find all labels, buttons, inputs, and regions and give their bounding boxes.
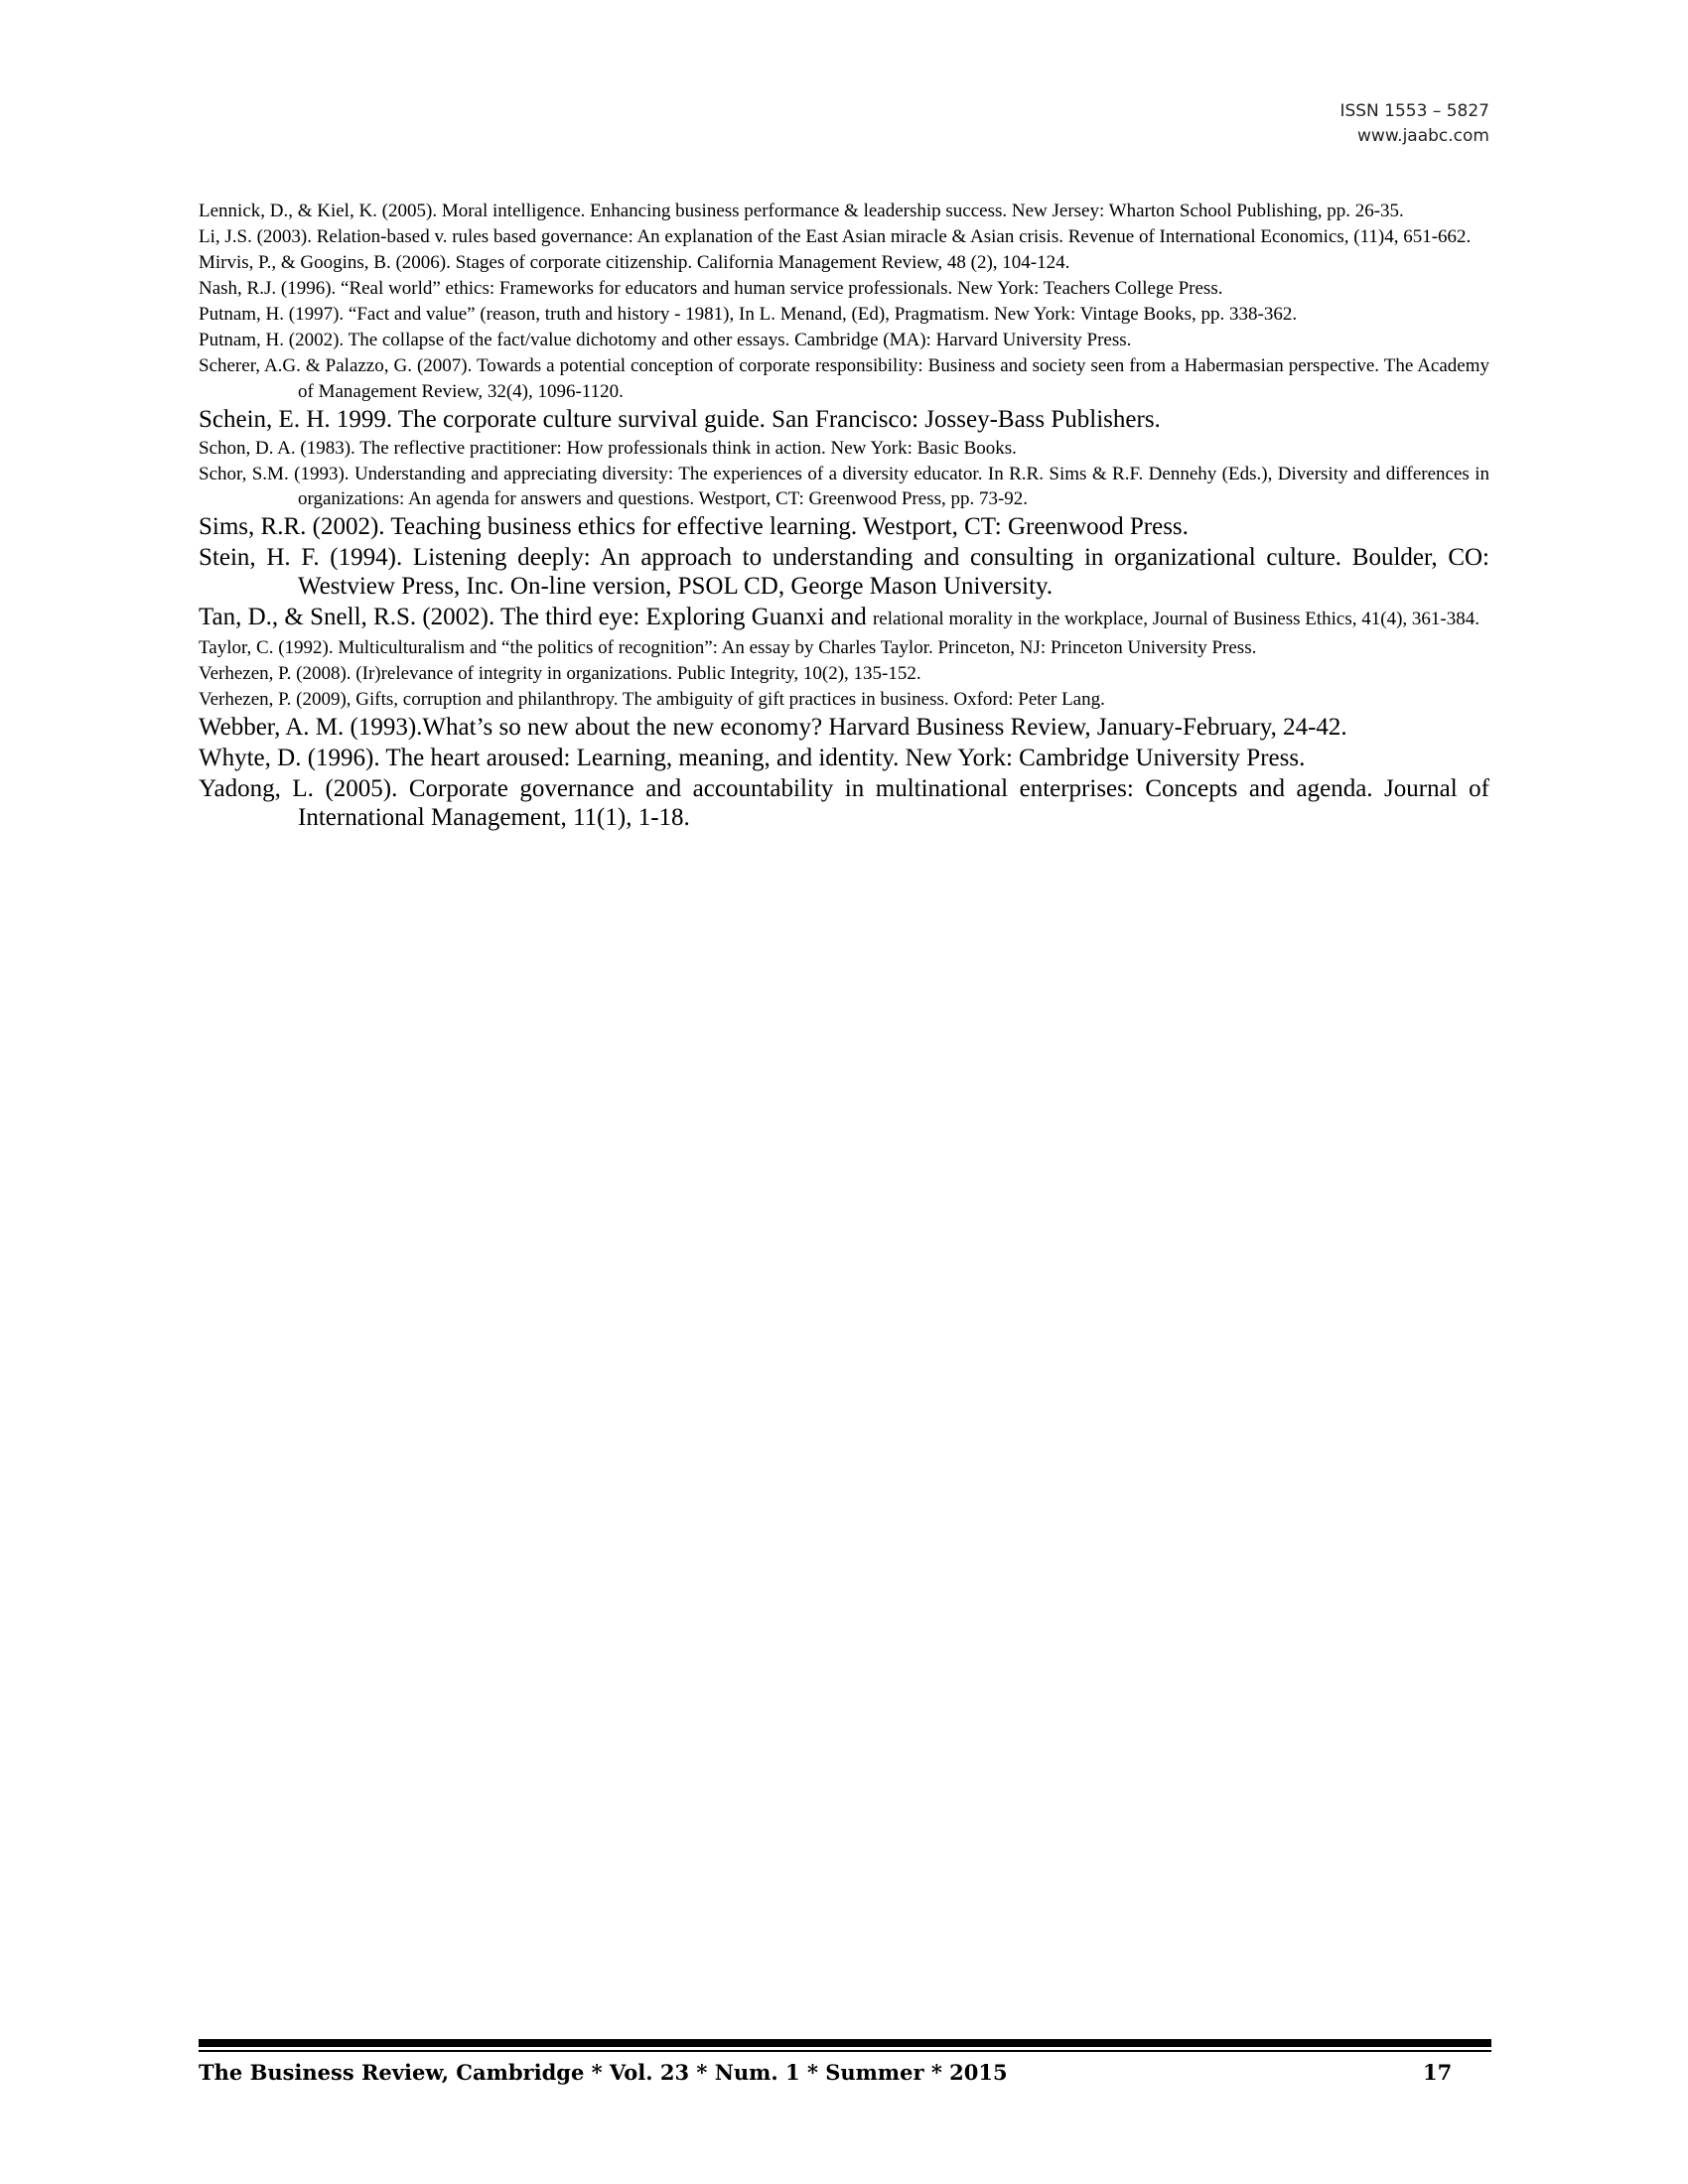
footer-journal-title: The Business Review, Cambridge * Vol. 23 * Num. 1 * Summer * 2015 xyxy=(199,2060,1008,2085)
reference-text-large: Tan, D., & Snell, R.S. (2002). The third eye: Exploring Guanxi and xyxy=(199,604,873,630)
reference-entry: Taylor, C. (1992). Multiculturalism and “the politics of recognition”: An essay by Charles Taylor. Princeton, NJ: Princeton University Press. xyxy=(199,637,1257,658)
reference-entry: Webber, A. M. (1993).What’s so new about the new economy? Harvard Business Review, January-February, 24-42. xyxy=(199,714,1347,741)
reference-entry: Scherer, A.G. & Palazzo, G. (2007). Towards a potential conception of corporate responsibility: Business and society seen from a Habermasian perspective. The Academy of Management Review, 32(4), 1096-1120. xyxy=(199,355,1489,402)
reference-entry: Verhezen, P. (2009), Gifts, corruption and philanthropy. The ambiguity of gift practices in business. Oxford: Peter Lang. xyxy=(199,689,1105,710)
website-label: www.jaabc.com xyxy=(1357,126,1489,146)
reference-entry-mixed xyxy=(199,603,1489,633)
page-header xyxy=(1339,99,1489,149)
reference-entry: Whyte, D. (1996). The heart aroused: Learning, meaning, and identity. New York: Cambridge University Press. xyxy=(199,745,1306,771)
reference-entry: Lennick, D., & Kiel, K. (2005). Moral intelligence. Enhancing business performance & leadership success. New Jersey: Wharton School Publishing, pp. 26-35. xyxy=(199,201,1404,221)
reference-entry: Verhezen, P. (2008). (Ir)relevance of integrity in organizations. Public Integrity, 10(2), 135-152. xyxy=(199,663,921,684)
reference-entry: Nash, R.J. (1996). “Real world” ethics: Frameworks for educators and human service professionals. New York: Teachers College Press. xyxy=(199,278,1223,299)
page-number: 17 xyxy=(1423,2060,1453,2085)
reference-entry: Putnam, H. (2002). The collapse of the fact/value dichotomy and other essays. Cambridge (MA): Harvard University Press. xyxy=(199,330,1132,350)
reference-entry: Schor, S.M. (1993). Understanding and appreciating diversity: The experiences of a diversity educator. In R.R. Sims & R.F. Dennehy (Eds.), Diversity and differences in organizations: An agenda for answers and questions. Westport, CT: Greenwood Press, pp. 73-92. xyxy=(199,463,1489,509)
reference-text-small: relational morality in the workplace, Journal of Business Ethics, 41(4), 361-384. xyxy=(872,609,1479,629)
reference-entry: Schein, E. H. 1999. The corporate culture survival guide. San Francisco: Jossey-Bass Publishers. xyxy=(199,405,1161,433)
footer-divider-thin xyxy=(199,2050,1491,2052)
reference-entry: Putnam, H. (1997). “Fact and value” (reason, truth and history - 1981), In L. Menand, (Ed), Pragmatism. New York: Vintage Books, pp. 338-362. xyxy=(199,304,1298,325)
footer-divider-thick xyxy=(199,2039,1491,2047)
reference-entry: Stein, H. F. (1994). Listening deeply: An approach to understanding and consulting in organizational culture. Boulder, CO: Westview Press, Inc. On-line version, PSOL CD, George Mason University. xyxy=(199,544,1489,600)
reference-entry: Li, J.S. (2003). Relation-based v. rules based governance: An explanation of the East Asian miracle & Asian crisis. Revenue of International Economics, (11)4, 651-662. xyxy=(199,226,1472,247)
reference-list xyxy=(199,199,1489,834)
reference-entry: Sims, R.R. (2002). Teaching business ethics for effective learning. Westport, CT: Greenwood Press. xyxy=(199,513,1189,540)
issn-label: ISSN 1553 – 5827 xyxy=(1339,101,1489,121)
reference-entry: Schon, D. A. (1983). The reflective practitioner: How professionals think in action. New York: Basic Books. xyxy=(199,437,1017,459)
reference-entry: Yadong, L. (2005). Corporate governance and accountability in multinational enterprises: Concepts and agenda. Journal of International Management, 11(1), 1-18. xyxy=(199,775,1489,831)
reference-entry: Mirvis, P., & Googins, B. (2006). Stages of corporate citizenship. California Management Review, 48 (2), 104-124. xyxy=(199,252,1070,273)
